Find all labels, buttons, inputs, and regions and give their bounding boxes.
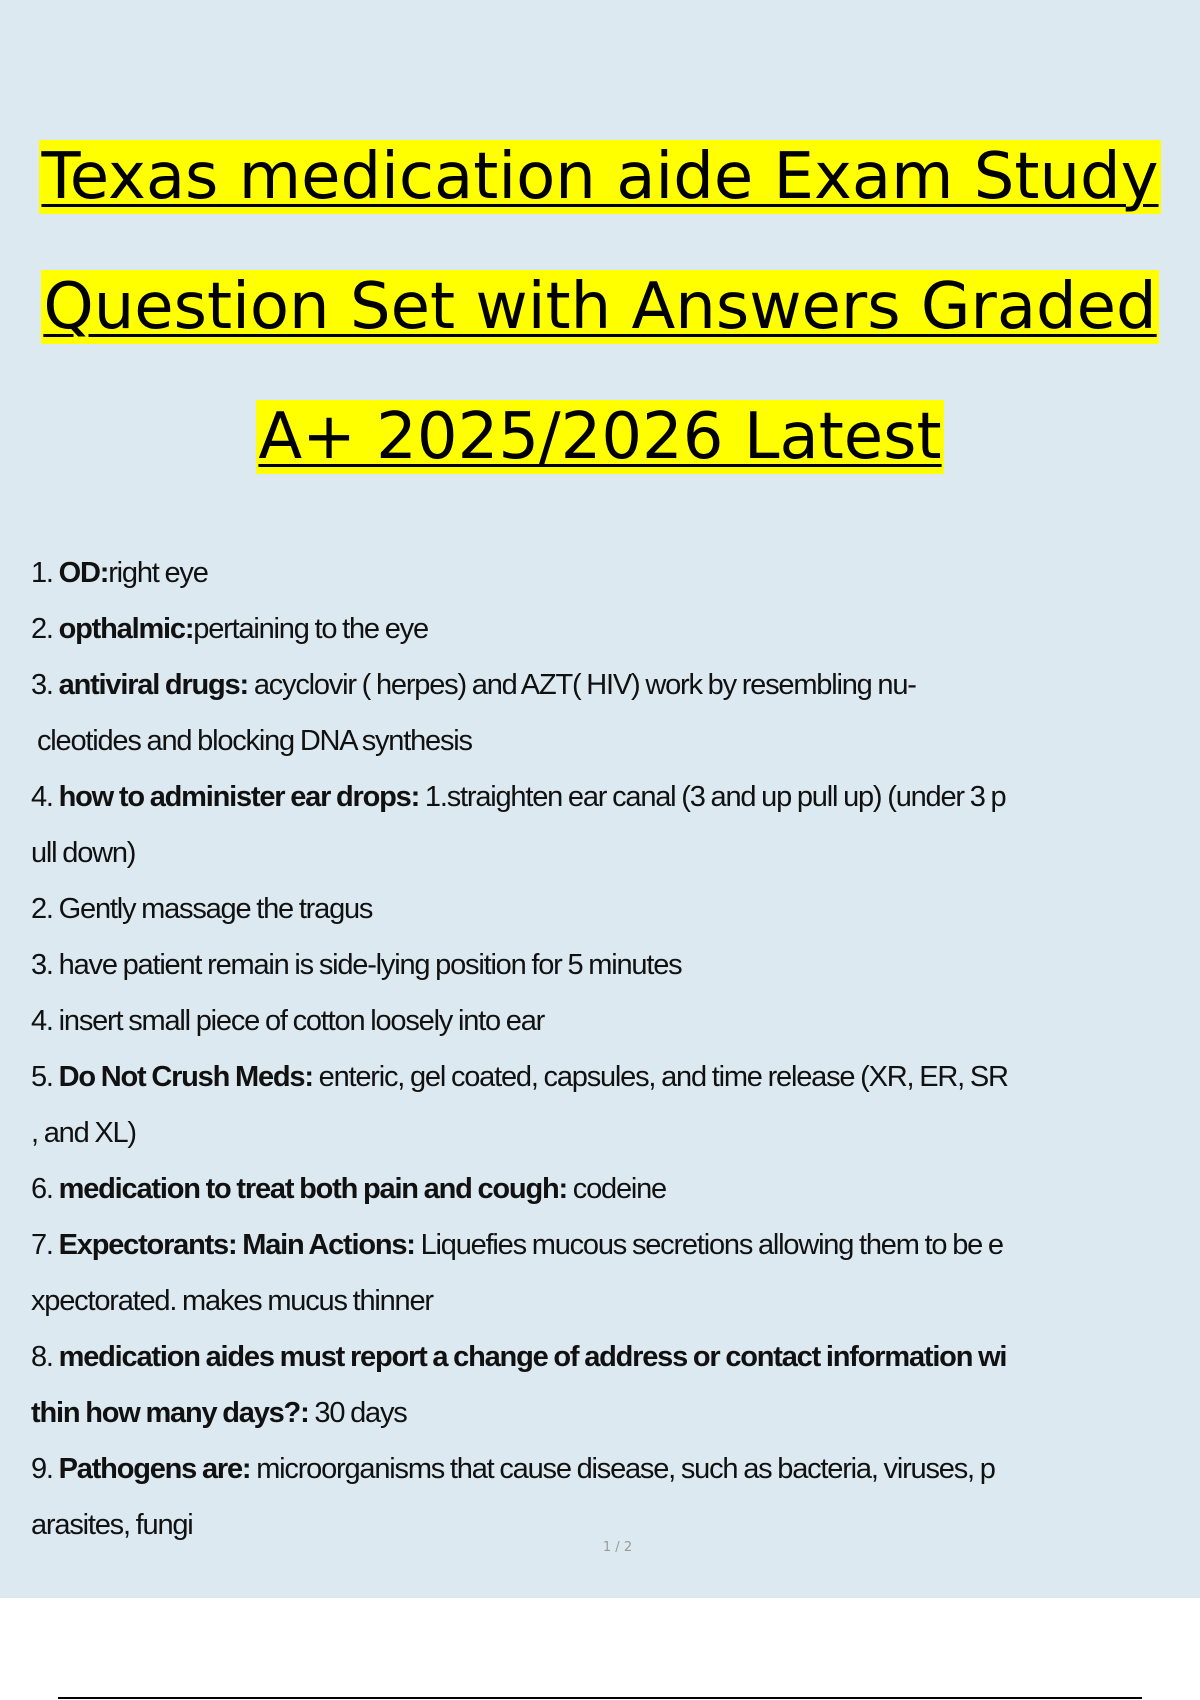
list-item: 3. have patient remain is side-lying position for 5 minutes: [31, 949, 682, 981]
list-item: 9. Pathogens are: microorganisms that cause disease, such as bacteria, viruses, p arasites, fungi: [31, 1453, 995, 1541]
list-item: 8. medication aides must report a change of address or contact information wi thin how many days?: 30 days: [31, 1341, 1007, 1429]
question-list: [31, 545, 1186, 1553]
list-item: 2. Gently massage the tragus: [31, 893, 373, 925]
list-item: 2. opthalmic:pertaining to the eye: [31, 613, 428, 645]
page-number: 1 / 2: [602, 1540, 633, 1555]
title-line-1: Texas medication aide Exam Study: [41, 140, 1159, 214]
list-item: 4. how to administer ear drops: 1.straighten ear canal (3 and up pull up) (under 3 p ull down): [31, 781, 1006, 869]
list-item: 1. OD:right eye: [31, 557, 208, 589]
title-line-2: Question Set with Answers Graded: [43, 270, 1157, 344]
list-item: 6. medication to treat both pain and cough: codeine: [31, 1173, 666, 1205]
list-item: 5. Do Not Crush Meds: enteric, gel coated, capsules, and time release (XR, ER, SR , and XL): [31, 1061, 1008, 1149]
bottom-divider: [58, 1697, 1142, 1699]
title-line-3: A+ 2025/2026 Latest: [258, 400, 942, 474]
list-item: 3. antiviral drugs: acyclovir ( herpes) and AZT( HIV) work by resembling nu- cleotides and blocking DNA synthesis: [31, 669, 916, 757]
list-item: 7. Expectorants: Main Actions: Liquefies mucous secretions allowing them to be e xpectorated. makes mucus thinner: [31, 1229, 1003, 1317]
document-title: [0, 112, 1200, 502]
list-item: 4. insert small piece of cotton loosely into ear: [31, 1005, 545, 1037]
